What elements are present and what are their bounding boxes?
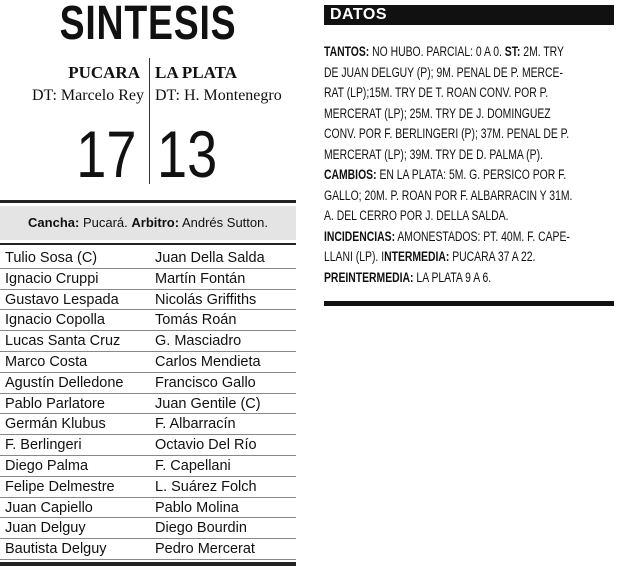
datos-label: ST: <box>504 44 521 59</box>
table-row <box>0 331 296 352</box>
datos-text-run: AMONESTADOS: PT. 40M. F. CAPE- <box>395 228 570 244</box>
home-player: Agustín Delledone <box>5 374 124 391</box>
datos-text-run: EN LA PLATA: 5M. G. PERSICO POR F. <box>376 167 567 182</box>
away-player: Pedro Mercerat <box>155 541 255 558</box>
datos-line <box>324 42 609 63</box>
datos-label: INCIDENCIAS: <box>324 228 396 244</box>
datos-line <box>324 165 609 186</box>
datos-text-run: LA PLATA 9 A 6. <box>413 269 492 285</box>
referee-value: Andrés Sutton. <box>181 215 268 230</box>
datos-label: NTERMEDIA: <box>384 249 450 264</box>
home-player: Germán Klubus <box>5 416 106 433</box>
venue-value: Pucará. <box>82 215 128 230</box>
home-team-name: PUCARA <box>68 63 140 82</box>
bottom-rule <box>0 562 296 566</box>
away-player: G. Masciadro <box>155 333 242 350</box>
table-row <box>0 290 296 311</box>
home-player: Tulio Sosa (C) <box>5 250 98 266</box>
home-player: Lucas Santa Cruz <box>5 333 121 350</box>
table-row <box>0 456 296 477</box>
datos-line <box>324 124 609 145</box>
datos-text-run: GALLO; 20M. P. ROAN POR F. ALBARRACIN Y 31M. <box>324 187 573 203</box>
table-row <box>0 414 296 435</box>
lineup-table <box>0 248 296 560</box>
away-player: Carlos Mendieta <box>155 353 261 370</box>
table-row <box>0 477 296 498</box>
home-player: Gustavo Lespada <box>5 291 119 308</box>
away-player: F. Capellani <box>155 457 231 474</box>
referee-label: Arbitro: <box>131 215 180 230</box>
datos-text-run: 2M. TRY <box>520 44 564 59</box>
venue-label: Cancha: <box>28 215 80 230</box>
away-player: Nicolás Griffiths <box>155 291 257 308</box>
table-row <box>0 248 296 269</box>
table-row <box>0 435 296 456</box>
section-title: SINTESIS <box>59 0 237 50</box>
away-coach: DT: H. Montenegro <box>155 87 282 104</box>
datos-text-run: DE JUAN DELGUY (P); 9M. PENAL DE P. MERCE- <box>324 64 563 80</box>
away-score: 13 <box>157 117 218 191</box>
away-team-name: LA PLATA <box>155 63 238 82</box>
away-player: Pablo Molina <box>155 499 239 516</box>
home-player: Juan Capiello <box>5 499 93 516</box>
team-divider <box>149 58 150 184</box>
table-row <box>0 394 296 415</box>
away-player: Tomás Roán <box>155 312 237 329</box>
datos-line <box>324 206 609 227</box>
datos-line <box>324 63 609 84</box>
table-row <box>0 269 296 290</box>
datos-header: DATOS <box>324 5 614 25</box>
home-player: Diego Palma <box>5 457 89 474</box>
datos-line <box>324 186 609 207</box>
table-row <box>0 539 296 560</box>
table-row <box>0 310 296 331</box>
home-player: Bautista Delguy <box>5 541 107 558</box>
home-player: Felipe Delmestre <box>5 478 115 495</box>
home-player: Marco Costa <box>5 353 88 370</box>
datos-line <box>324 83 609 104</box>
home-player: Pablo Parlatore <box>5 395 105 412</box>
away-player: L. Suárez Folch <box>155 478 257 495</box>
table-row <box>0 352 296 373</box>
datos-text-run: CONV. POR F. BERLINGERI (P); 37M. PENAL DE P. <box>324 126 570 141</box>
datos-label: TANTOS: <box>324 44 370 59</box>
datos-line <box>324 268 609 289</box>
table-row <box>0 498 296 519</box>
datos-text-run: NO HUBO. PARCIAL: 0 A 0. <box>369 44 505 59</box>
home-coach: DT: Marcelo Rey <box>31 87 144 104</box>
table-row <box>0 518 296 539</box>
match-info-box <box>0 206 296 240</box>
datos-text-run: LLANI (LP). I <box>324 249 385 264</box>
home-player: F. Berlingeri <box>5 437 82 454</box>
datos-text-run: PUCARA 37 A 22. <box>449 249 536 264</box>
away-player: Francisco Gallo <box>155 374 256 391</box>
away-player: Diego Bourdin <box>155 520 247 537</box>
away-player: Octavio Del Río <box>155 437 257 454</box>
home-score: 17 <box>75 117 136 191</box>
datos-text-run: MERCERAT (LP); 25M. TRY DE J. DOMINGUEZ <box>324 105 551 121</box>
away-player: Martín Fontán <box>155 270 246 287</box>
home-player: Juan Delguy <box>5 520 86 537</box>
away-player: Juan Della Salda <box>155 250 265 266</box>
table-row <box>0 373 296 394</box>
datos-line <box>324 145 609 166</box>
datos-line <box>324 104 609 125</box>
datos-text-run: RAT (LP);15M. TRY DE T. ROAN CONV. POR P. <box>324 85 549 100</box>
datos-label: PREINTERMEDIA: <box>324 269 414 285</box>
divider-rule <box>0 200 296 203</box>
away-player: Juan Gentile (C) <box>155 395 261 412</box>
synthesis-panel <box>0 0 296 585</box>
home-player: Ignacio Copolla <box>5 312 105 329</box>
datos-text-run: MERCERAT (LP); 39M. TRY DE D. PALMA (P). <box>324 146 543 162</box>
datos-body <box>324 42 609 288</box>
datos-text-run: A. DEL CERRO POR J. DELLA SALDA. <box>324 208 509 223</box>
divider-rule <box>0 243 296 245</box>
home-player: Ignacio Cruppi <box>5 270 99 287</box>
datos-bottom-rule <box>324 301 614 306</box>
datos-line <box>324 227 609 248</box>
datos-line <box>324 247 609 268</box>
datos-label: CAMBIOS: <box>324 167 377 182</box>
away-player: F. Albarracín <box>155 416 236 433</box>
